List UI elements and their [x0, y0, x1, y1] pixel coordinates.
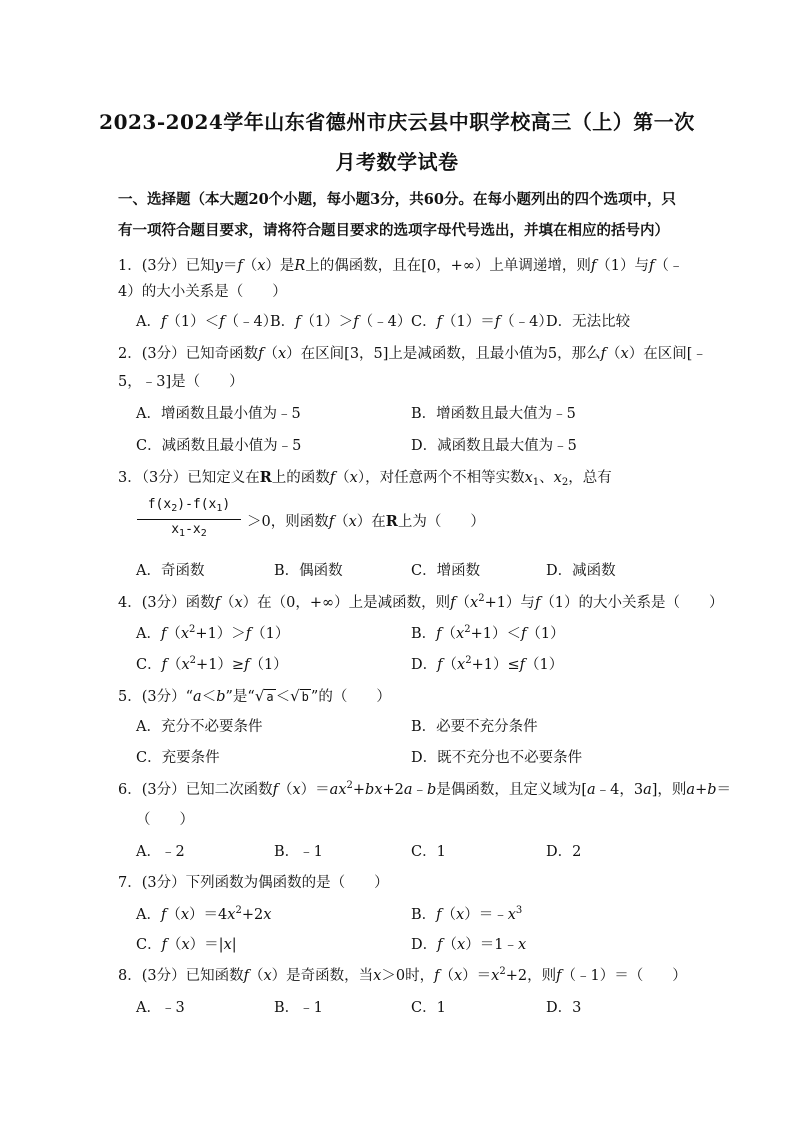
question-6-option-d[interactable]: D．2 — [546, 844, 582, 860]
section-heading: 一、选择题（本大题20个小题，每小题3分，共60分。在每小题列出的四个选项中，只有一项符合题目要求，请将符合题目要求的选项字母代号选出，并填在相应的括号内） — [118, 191, 676, 239]
question-1-option-d[interactable]: D．无法比较 — [546, 314, 631, 330]
question-1-line1: 1．(3分）已知y＝f（x）是R上的偶函数，且在[0，+∞）上单调递增，则f（1）与f（﹣ — [118, 258, 684, 274]
question-6-line1: 6．(3分）已知二次函数$f(x)=ax^2+bx+2a﹣b$是偶函数，且定义域为[a﹣4，3a]，则a+b＝ — [118, 780, 732, 798]
question-3-option-b[interactable]: B．偶函数 — [274, 563, 343, 579]
question-8-option-a[interactable]: A．﹣3 — [136, 1000, 185, 1016]
question-1-option-a[interactable]: A．f（1）＜f（﹣4） — [136, 314, 278, 330]
question-7-option-c[interactable]: C．f（x）＝|x| — [136, 937, 237, 953]
question-8-option-d[interactable]: D．3 — [546, 1000, 582, 1016]
question-7-line1: 7．(3分）下列函数为偶函数的是（ ） — [118, 875, 389, 891]
question-5-option-d[interactable]: D．既不充分也不必要条件 — [411, 750, 583, 766]
question-5-option-b[interactable]: B．必要不充分条件 — [411, 719, 538, 735]
question-4-option-b[interactable]: B．$f(x^2+1)<f(1)$ — [411, 624, 565, 642]
sqrt-sign: √ — [254, 687, 265, 705]
fraction-numerator: $f(x_2)-f(x_1)$ — [147, 497, 231, 514]
question-3-option-a[interactable]: A．奇函数 — [136, 563, 205, 579]
question-8-option-b[interactable]: B．﹣1 — [274, 1000, 323, 1016]
question-2-option-c[interactable]: C．减函数且最小值为﹣5 — [136, 438, 302, 454]
question-7-option-b[interactable]: B．$f(x)=﹣x^3$ — [411, 905, 523, 923]
question-2-line2: 5，﹣3]是（ ） — [118, 374, 244, 390]
question-4-option-d[interactable]: D．$f(x^2+1)\le f(1)$ — [411, 655, 564, 673]
exam-title-line2: 月考数学试卷 — [335, 150, 459, 174]
question-4-option-c[interactable]: C．$f(x^2+1)\ge f(1)$ — [136, 655, 288, 673]
question-5-line1: 5．(3分）“a＜b”是“√ a ＜√ b ”的（ ） — [118, 687, 391, 705]
question-2-option-d[interactable]: D．减函数且最大值为﹣5 — [411, 438, 577, 454]
exam-title-line1: 2023-2024学年山东省德州市庆云县中职学校高三（上）第一次 — [99, 110, 695, 134]
question-4-option-a[interactable]: A．$f(x^2+1)>f(1)$ — [136, 624, 290, 642]
question-2-option-b[interactable]: B．增函数且最大值为﹣5 — [411, 406, 576, 422]
question-1-line2: 4）的大小关系是（ ） — [118, 284, 287, 300]
question-8-line1: 8．(3分）已知函数f（x）是奇函数，当x＞0时，$f(x)=x^2+2$，则f（﹣1）＝（ ） — [118, 966, 687, 984]
question-4-line1: 4．(3分）函数f（x）在（0，+∞）上是减函数，则$f(x^2+1)$与f（1）的大小关系是（ ） — [118, 593, 724, 611]
question-6-option-b[interactable]: B．﹣1 — [274, 844, 323, 860]
question-8-option-c[interactable]: C．1 — [411, 1000, 446, 1016]
sqrt-sign: √ — [290, 687, 300, 705]
question-3-fraction — [137, 497, 247, 543]
question-2-line1: 2．(3分）已知奇函数f（x）在区间[3，5]上是减函数，且最小值为5，那么f（x）在区间[﹣ — [118, 346, 707, 362]
fraction-bar — [137, 519, 241, 520]
question-3-line1: 3．（3分）已知定义在R上的函数f（x），对任意两个不相等实数$x_1$、$x_2$，总有 — [118, 469, 612, 488]
question-3-line2-tail: ＞0，则函数f（x）在R上为（ ） — [247, 513, 485, 530]
question-7-option-a[interactable]: A．$f(x)=4x^2+2x$ — [136, 905, 272, 923]
question-6-option-c[interactable]: C．1 — [411, 844, 446, 860]
question-5-option-c[interactable]: C．充要条件 — [136, 750, 220, 766]
question-6-line2: （ ） — [136, 812, 194, 828]
question-1-option-b[interactable]: B．f（1）＞f（﹣4） — [270, 314, 412, 330]
question-1-option-c[interactable]: C．f（1）＝f（﹣4） — [411, 314, 553, 330]
question-7-option-d[interactable]: D．f（x）＝1﹣x — [411, 937, 527, 953]
question-3-option-d[interactable]: D．减函数 — [546, 563, 616, 579]
question-5-option-a[interactable]: A．充分不必要条件 — [136, 719, 263, 735]
question-3-option-c[interactable]: C．增函数 — [411, 563, 481, 579]
question-6-option-a[interactable]: A．﹣2 — [136, 844, 185, 860]
question-2-option-a[interactable]: A．增函数且最小值为﹣5 — [136, 406, 301, 422]
fraction-denominator: $x_1-x_2$ — [171, 522, 207, 539]
